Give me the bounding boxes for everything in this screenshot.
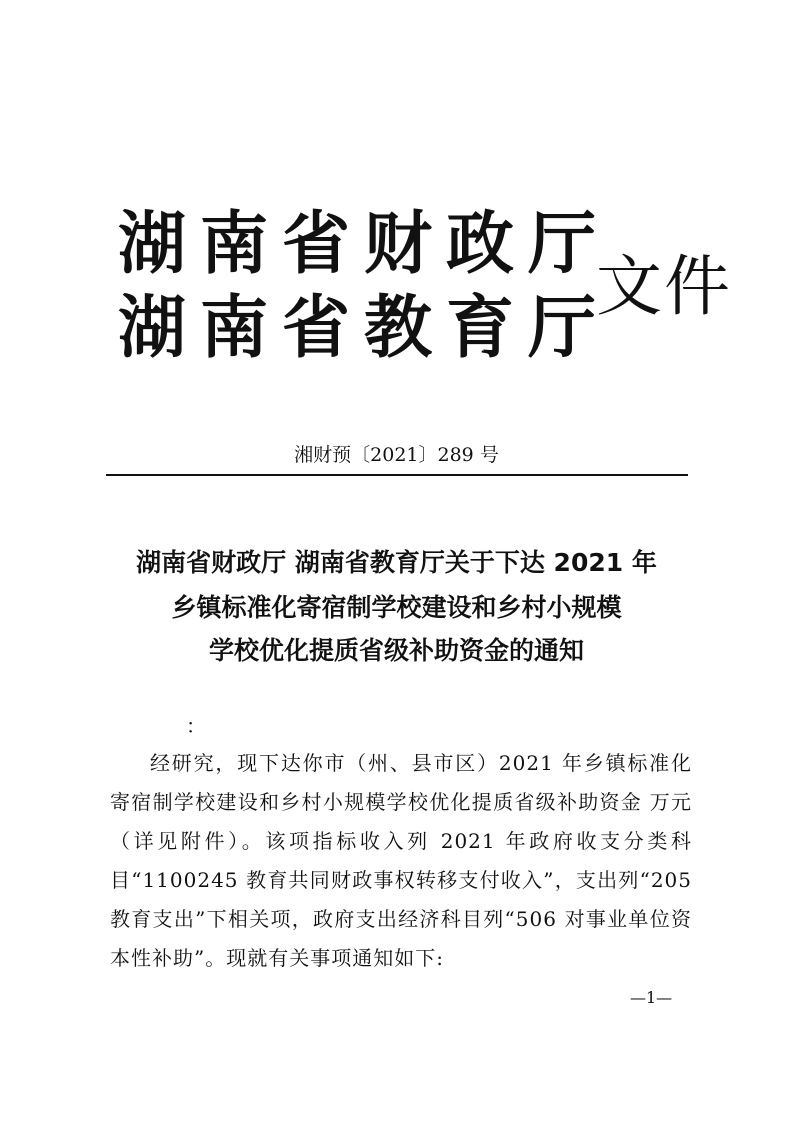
letterhead-suffix: 文件 — [596, 248, 732, 325]
letterhead-issuer-1: 湖南省财政厅 — [118, 205, 611, 284]
header-divider — [106, 474, 688, 476]
body-paragraph: 经研究，现下达你市（州、县市区）2021 年乡镇标准化寄宿制学校建设和乡村小规模学校优化提质省级补助资金 万元（详见附件）。该项指标收入列 2021 年政府收支分类科目“1100245 教育共同财政事权转移支付收入”，支出列“205 教育支出”下相关项，政府支出经济科目列“506 对事业单位资本性补助”。现就有关事项通知如下: — [110, 751, 692, 970]
document-title-line-1: 湖南省财政厅 湖南省教育厅关于下达 2021 年 — [136, 548, 657, 577]
salutation: ： — [186, 714, 206, 738]
document-number: 湘财预〔2021〕289 号 — [294, 444, 499, 466]
document-title-line-3: 学校优化提质省级补助资金的通知 — [208, 636, 584, 665]
document-title-line-2: 乡镇标准化寄宿制学校建设和乡村小规模 — [171, 593, 622, 622]
page-number: —1— — [630, 988, 673, 1007]
letterhead-issuer-2: 湖南省教育厅 — [118, 289, 611, 368]
letterhead — [118, 205, 732, 376]
